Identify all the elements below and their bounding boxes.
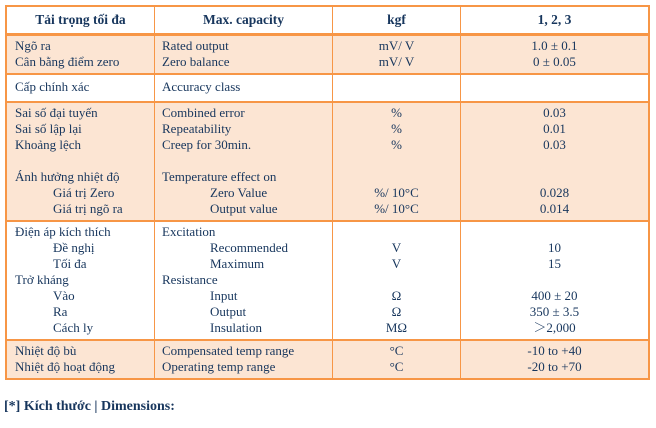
column-value: [460, 36, 648, 73]
column-viet: [7, 75, 154, 101]
cell-unit: %: [391, 105, 402, 120]
cell-value: 1.0 ± 0.1: [531, 38, 578, 53]
column-viet: [7, 36, 154, 73]
row-group: [7, 339, 648, 378]
cell-eng: Accuracy class: [162, 79, 241, 94]
cell-eng: Zero balance: [162, 54, 230, 69]
dimensions-note: [*] Kích thước | Dimensions:: [4, 399, 175, 414]
column-value: [460, 222, 648, 339]
cell-eng: Operating temp range: [162, 359, 276, 374]
column-eng: [154, 103, 332, 220]
cell-value: 0 ± 0.05: [533, 54, 576, 69]
cell-value: -20 to +70: [527, 359, 582, 374]
cell-eng: Recommended: [210, 240, 288, 255]
header-cell-unit: kgf: [332, 7, 460, 33]
column-value: [460, 75, 648, 101]
header-cell-value: 1, 2, 3: [460, 7, 648, 33]
cell-viet: Điện áp kích thích: [15, 224, 111, 239]
cell-unit: Ω: [391, 304, 402, 319]
column-viet: [7, 222, 154, 339]
cell-viet: Cấp chính xác: [15, 79, 90, 94]
cell-unit: %: [391, 121, 402, 136]
cell-eng: Insulation: [210, 320, 262, 335]
cell-unit: %: [391, 137, 402, 152]
cell-viet: Sai số đại tuyến: [15, 105, 98, 120]
cell-eng: Temperature effect on: [162, 169, 277, 184]
cell-viet: Tối đa: [53, 256, 87, 271]
cell-viet: Ánh hưởng nhiệt độ: [15, 169, 120, 184]
column-eng: [154, 222, 332, 339]
column-unit: [332, 36, 460, 73]
column-unit: [332, 222, 460, 339]
cell-eng: Combined error: [162, 105, 245, 120]
column-eng: [154, 75, 332, 101]
cell-eng: Compensated temp range: [162, 343, 295, 358]
cell-value: [461, 169, 648, 185]
column-eng: [154, 341, 332, 378]
row-group: [7, 36, 648, 73]
cell-viet: Nhiệt độ bù: [15, 343, 77, 358]
cell-value: 15: [548, 256, 561, 271]
column-value: [460, 103, 648, 220]
table-body: [7, 36, 648, 378]
cell-value: [461, 153, 648, 169]
column-viet: [7, 103, 154, 220]
cell-value: 350 ± 3.5: [529, 304, 580, 319]
row-group: [7, 220, 648, 339]
column-viet: [7, 341, 154, 378]
header-cell-vietnamese: Tải trọng tối đa: [35, 12, 126, 27]
cell-viet: Cân bằng điểm zero: [15, 54, 120, 69]
cell-value: [461, 79, 648, 95]
cell-unit: [333, 169, 460, 185]
cell-unit: °C: [389, 359, 404, 374]
specification-table: [5, 5, 650, 380]
column-unit: [332, 75, 460, 101]
cell-unit: mV/ V: [378, 38, 415, 53]
cell-unit: MΩ: [385, 320, 408, 335]
cell-unit: Ω: [391, 288, 402, 303]
cell-value: ＞2,000: [533, 320, 576, 335]
cell-value: 10: [548, 240, 561, 255]
cell-value: 0.03: [543, 105, 566, 120]
cell-eng: Excitation: [162, 224, 216, 239]
cell-unit: V: [391, 240, 402, 255]
cell-value: [461, 272, 648, 288]
cell-unit: V: [391, 256, 402, 271]
cell-eng: Resistance: [162, 272, 218, 287]
table-header-row: [7, 7, 648, 36]
cell-viet: Nhiệt độ hoạt động: [15, 359, 116, 374]
cell-unit: [333, 272, 460, 288]
cell-unit: [333, 224, 460, 240]
cell-viet: Giá trị ngõ ra: [53, 201, 123, 216]
cell-viet: Cách ly: [53, 320, 94, 335]
cell-eng: Input: [210, 288, 238, 303]
cell-eng: Creep for 30min.: [162, 137, 252, 152]
cell-viet: Đề nghị: [53, 240, 95, 255]
cell-viet: Giá trị Zero: [53, 185, 115, 200]
column-value: [460, 341, 648, 378]
column-eng: [154, 36, 332, 73]
cell-viet: Trở kháng: [15, 272, 69, 287]
cell-value: -10 to +40: [527, 343, 582, 358]
cell-value: 400 ± 20: [531, 288, 578, 303]
cell-eng: [155, 153, 332, 169]
cell-value: [461, 224, 648, 240]
cell-eng: Zero Value: [210, 185, 268, 200]
cell-value: 0.03: [543, 137, 566, 152]
row-group: [7, 73, 648, 101]
column-unit: [332, 341, 460, 378]
cell-value: 0.01: [543, 121, 566, 136]
cell-eng: Repeatability: [162, 121, 232, 136]
header-cell-english: Max. capacity: [154, 7, 332, 33]
cell-value: 0.028: [539, 185, 570, 200]
cell-unit: mV/ V: [378, 54, 415, 69]
cell-unit: °C: [389, 343, 404, 358]
cell-unit: %/ 10°C: [374, 185, 419, 200]
cell-unit: %/ 10°C: [374, 201, 419, 216]
cell-value: 0.014: [539, 201, 570, 216]
cell-unit: [333, 79, 460, 95]
cell-unit: [333, 153, 460, 169]
cell-eng: Maximum: [210, 256, 265, 271]
cell-viet: [7, 153, 154, 169]
cell-eng: Output: [210, 304, 247, 319]
cell-viet: Ra: [53, 304, 68, 319]
cell-viet: Sai số lập lại: [15, 121, 82, 136]
cell-viet: Ngõ ra: [15, 38, 51, 53]
row-group: [7, 101, 648, 220]
column-unit: [332, 103, 460, 220]
cell-eng: Output value: [210, 201, 278, 216]
cell-viet: Khoảng lệch: [15, 137, 82, 152]
cell-viet: Vào: [53, 288, 75, 303]
cell-eng: Rated output: [162, 38, 229, 53]
